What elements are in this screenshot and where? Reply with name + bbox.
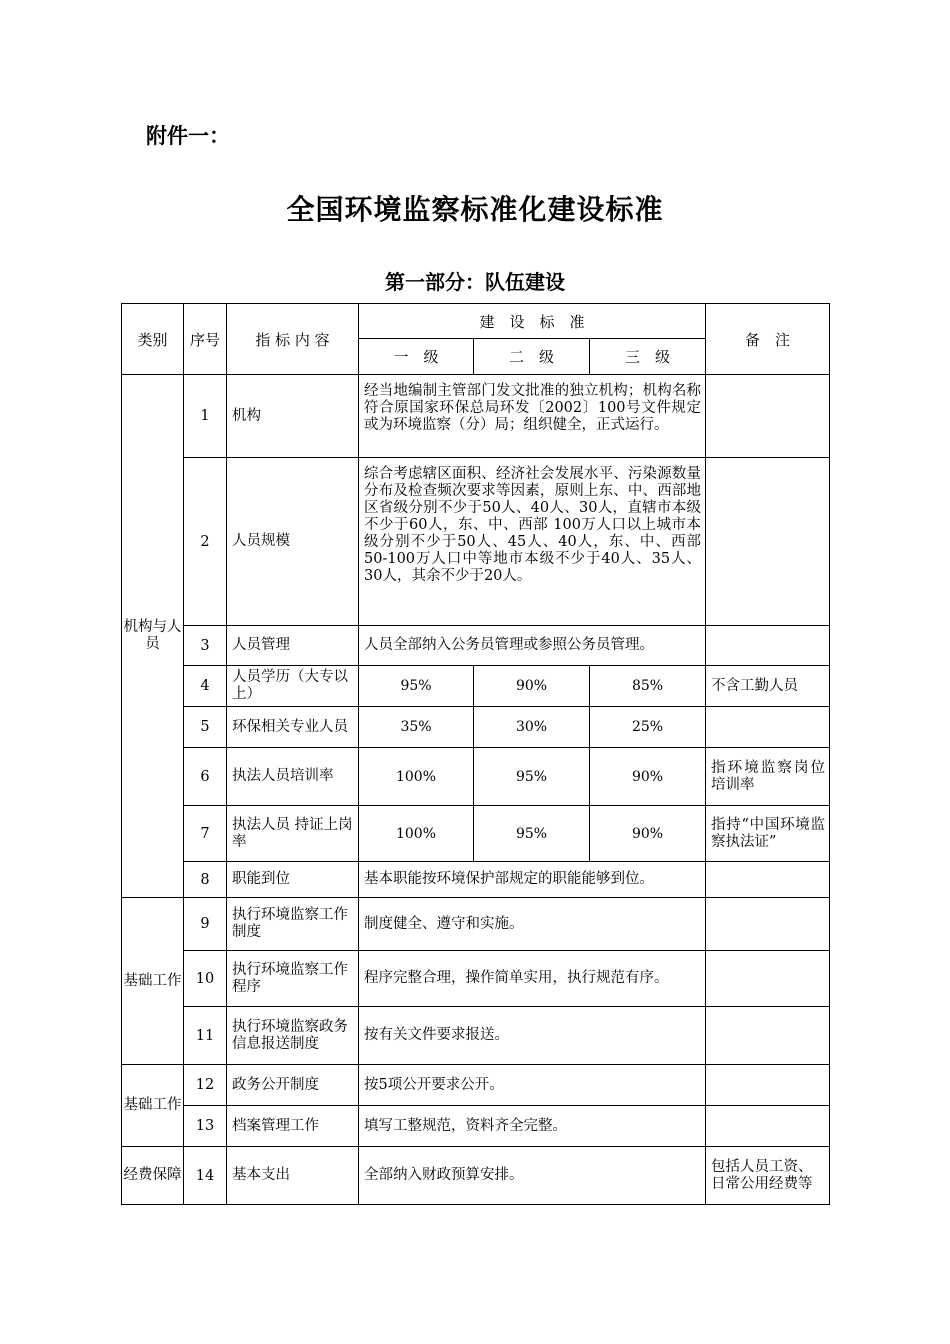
row-standard: 全部纳入财政预算安排。 — [359, 1147, 706, 1205]
row-serial: 1 — [184, 375, 227, 458]
table-row — [122, 1007, 830, 1065]
row-remark — [706, 626, 830, 666]
row-standard: 人员全部纳入公务员管理或参照公务员管理。 — [359, 626, 706, 666]
row-serial: 11 — [184, 1007, 227, 1065]
row-standard: 基本职能按环境保护部规定的职能能够到位。 — [359, 862, 706, 898]
header-level-2: 二 级 — [474, 339, 590, 375]
table-row — [122, 1106, 830, 1147]
row-serial: 9 — [184, 898, 227, 951]
row-serial: 6 — [184, 748, 227, 806]
row-serial: 3 — [184, 626, 227, 666]
row-remark: 指环境监察岗位培训率 — [706, 748, 830, 806]
row-remark: 指持“中国环境监察执法证” — [706, 806, 830, 862]
table-row — [122, 1147, 830, 1205]
table-row — [122, 898, 830, 951]
row-serial: 2 — [184, 458, 227, 626]
row-standard: 经当地编制主管部门发文批准的独立机构；机构名称符合原国家环保总局环发〔2002〕100号文件规定或为环境监察（分）局；组织健全，正式运行。 — [359, 375, 706, 458]
row-level-1: 95% — [359, 666, 474, 707]
row-remark — [706, 458, 830, 626]
category-cell: 机构与人员 — [122, 375, 184, 898]
row-level-3: 25% — [590, 707, 706, 748]
row-indicator: 档案管理工作 — [227, 1106, 359, 1147]
row-remark — [706, 707, 830, 748]
row-level-3: 85% — [590, 666, 706, 707]
category-cell: 经费保障 — [122, 1147, 184, 1205]
row-indicator: 执行环境监察政务信息报送制度 — [227, 1007, 359, 1065]
table-row — [122, 375, 830, 458]
row-indicator: 人员规模 — [227, 458, 359, 626]
row-serial: 5 — [184, 707, 227, 748]
row-standard: 填写工整规范，资料齐全完整。 — [359, 1106, 706, 1147]
header-serial: 序号 — [184, 304, 227, 375]
row-level-3: 90% — [590, 748, 706, 806]
row-indicator: 政务公开制度 — [227, 1065, 359, 1106]
row-remark — [706, 1065, 830, 1106]
row-remark — [706, 951, 830, 1007]
category-cell: 基础工作 — [122, 898, 184, 1065]
row-remark — [706, 862, 830, 898]
header-level-1: 一 级 — [359, 339, 474, 375]
row-remark — [706, 375, 830, 458]
table-row — [122, 626, 830, 666]
row-indicator: 执法人员培训率 — [227, 748, 359, 806]
standards-table — [121, 303, 830, 1205]
row-standard: 综合考虑辖区面积、经济社会发展水平、污染源数量分布及检查频次要求等因素，原则上东、中、西部地区省级分别不少于50人、40人、30人，直辖市本级不少于60人，东、中、西部 100万人口以上城市本级分别不少于50人、45人、40人，东、中、西部50-100万人口中等地市本级不少于40人、35人、30人，其余不少于20人。 — [359, 458, 706, 626]
row-remark — [706, 898, 830, 951]
row-standard: 制度健全、遵守和实施。 — [359, 898, 706, 951]
row-serial: 13 — [184, 1106, 227, 1147]
row-indicator: 人员学历（大专以上） — [227, 666, 359, 707]
row-level-1: 100% — [359, 806, 474, 862]
table-row — [122, 1065, 830, 1106]
row-level-2: 90% — [474, 666, 590, 707]
document-title: 全国环境监察标准化建设标准 — [286, 193, 664, 226]
row-serial: 8 — [184, 862, 227, 898]
table-row — [122, 458, 830, 626]
category-cell: 基础工作 — [122, 1065, 184, 1147]
table-row — [122, 806, 830, 862]
row-indicator: 执法人员 持证上岗率 — [227, 806, 359, 862]
row-level-2: 30% — [474, 707, 590, 748]
header-remark: 备 注 — [706, 304, 830, 375]
row-remark: 包括人员工资、日常公用经费等 — [706, 1147, 830, 1205]
row-serial: 4 — [184, 666, 227, 707]
row-indicator: 基本支出 — [227, 1147, 359, 1205]
row-serial: 12 — [184, 1065, 227, 1106]
row-standard: 程序完整合理，操作简单实用，执行规范有序。 — [359, 951, 706, 1007]
attachment-label: 附件一： — [146, 124, 230, 148]
row-indicator: 执行环境监察工作制度 — [227, 898, 359, 951]
header-indicator: 指 标 内 容 — [227, 304, 359, 375]
table-row — [122, 707, 830, 748]
section-subtitle: 第一部分：队伍建设 — [385, 270, 565, 294]
row-indicator: 执行环境监察工作程序 — [227, 951, 359, 1007]
table-row — [122, 862, 830, 898]
row-level-2: 95% — [474, 806, 590, 862]
header-category: 类别 — [122, 304, 184, 375]
table-row — [122, 951, 830, 1007]
row-remark — [706, 1106, 830, 1147]
row-standard: 按5项公开要求公开。 — [359, 1065, 706, 1106]
row-indicator: 环保相关专业人员 — [227, 707, 359, 748]
row-level-1: 35% — [359, 707, 474, 748]
row-serial: 14 — [184, 1147, 227, 1205]
table-row — [122, 748, 830, 806]
row-serial: 7 — [184, 806, 227, 862]
row-level-2: 95% — [474, 748, 590, 806]
row-standard: 按有关文件要求报送。 — [359, 1007, 706, 1065]
row-serial: 10 — [184, 951, 227, 1007]
header-standard: 建 设 标 准 — [359, 304, 706, 339]
row-indicator: 机构 — [227, 375, 359, 458]
table-row — [122, 666, 830, 707]
row-level-1: 100% — [359, 748, 474, 806]
row-indicator: 职能到位 — [227, 862, 359, 898]
row-indicator: 人员管理 — [227, 626, 359, 666]
row-remark: 不含工勤人员 — [706, 666, 830, 707]
header-row — [122, 304, 830, 339]
header-level-3: 三 级 — [590, 339, 706, 375]
row-level-3: 90% — [590, 806, 706, 862]
row-remark — [706, 1007, 830, 1065]
